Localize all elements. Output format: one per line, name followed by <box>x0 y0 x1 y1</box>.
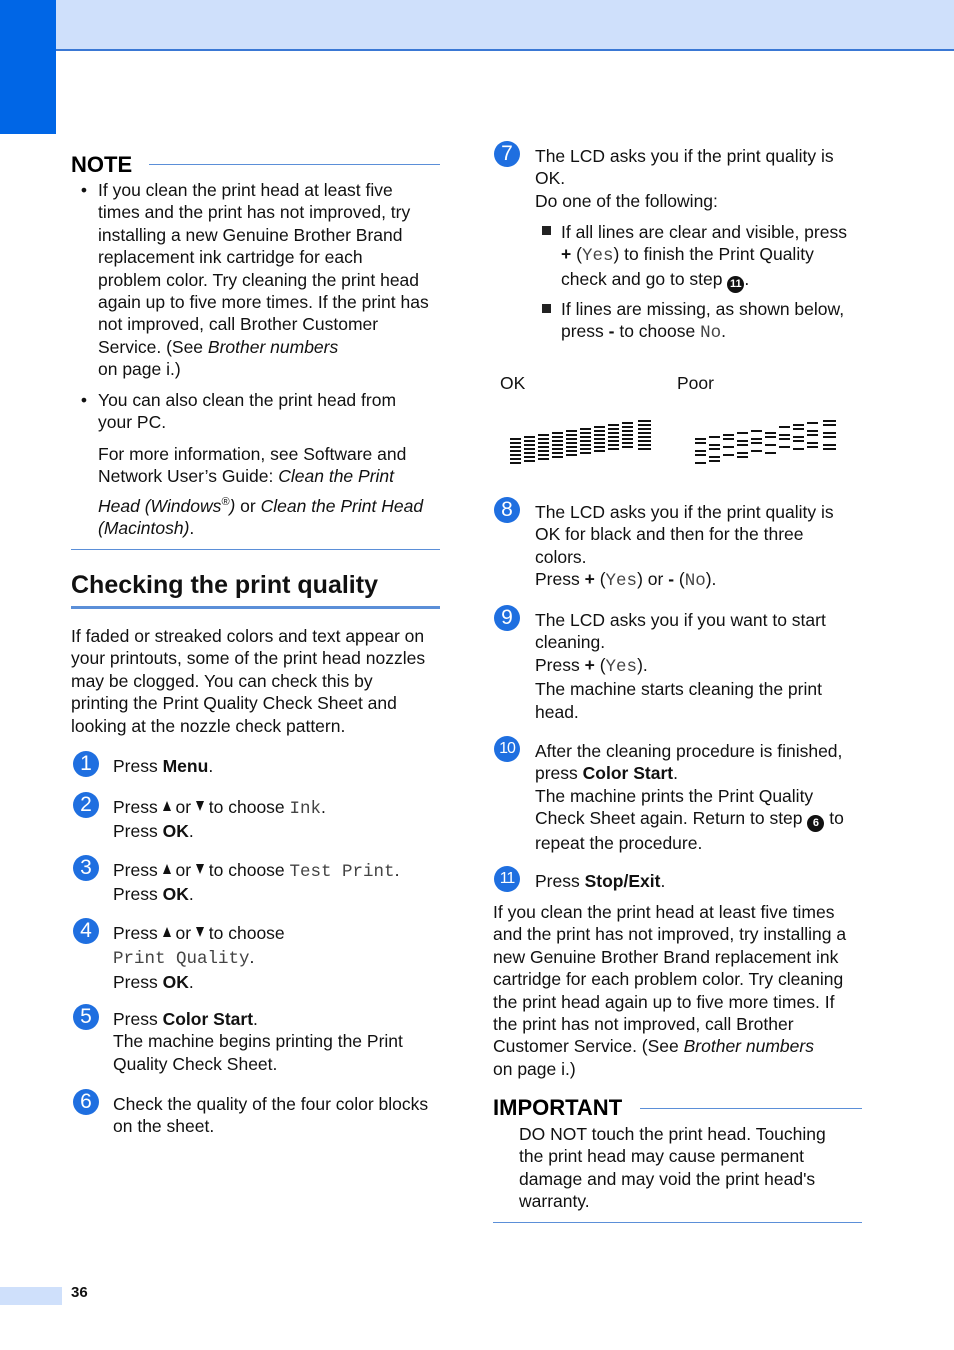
header-band <box>0 0 954 51</box>
up-arrow-icon <box>163 801 171 811</box>
note-bottom-rule <box>71 549 440 550</box>
section-intro: If faded or streaked colors and text appear on your printouts, some of the print head nozzles may be clogged. You can check this by printing the Print Quality Check Sheet and looking at the nozzle check pattern. <box>71 626 426 736</box>
step-number-10: 10 <box>494 736 520 762</box>
chapter-tab <box>0 0 56 134</box>
bullet-dot: • <box>80 180 88 200</box>
section-title: Checking the print quality <box>71 571 378 599</box>
down-arrow-icon <box>196 927 204 937</box>
note-bullet-2: You can also clean the print head from your PC. <box>98 390 397 433</box>
step-10-text: After the cleaning procedure is finished, press Color Start. The machine prints the Print Quality Check Sheet again. Return to step 6 to repeat the procedure. <box>535 741 844 854</box>
important-bottom-rule <box>493 1222 862 1223</box>
step-number-11: 11 <box>494 866 520 892</box>
square-bullet <box>542 304 551 313</box>
step-3-text: Press or to choose Test Print. Press OK. <box>113 860 400 905</box>
step-7-option-2: If lines are missing, as shown below, press - to choose No. <box>561 299 845 344</box>
label-poor: Poor <box>677 373 714 393</box>
step-number-6: 6 <box>73 1089 99 1115</box>
bullet-dot: • <box>80 390 88 410</box>
step-number-3: 3 <box>73 855 99 881</box>
square-bullet <box>542 226 551 235</box>
step-number-2: 2 <box>73 792 99 818</box>
page-number-bar <box>0 1287 62 1305</box>
note-top-rule <box>149 164 440 165</box>
up-arrow-icon <box>163 864 171 874</box>
step-number-8: 8 <box>494 497 520 523</box>
step-number-4: 4 <box>73 918 99 944</box>
nozzle-pattern-poor <box>690 418 842 470</box>
down-arrow-icon <box>196 801 204 811</box>
section-title-rule <box>71 606 440 609</box>
step-number-5: 5 <box>73 1004 99 1030</box>
important-text: DO NOT touch the print head. Touching the print head may cause permanent damage and may void the print head's warranty. <box>519 1124 826 1212</box>
step-number-1: 1 <box>73 751 99 777</box>
page-number: 36 <box>71 1284 88 1301</box>
down-arrow-icon <box>196 864 204 874</box>
step-6-text: Check the quality of the four color blocks on the sheet. <box>113 1094 429 1137</box>
label-ok: OK <box>500 373 526 393</box>
nozzle-pattern-ok <box>505 418 657 470</box>
after-paragraph: If you clean the print head at least five times and the print has not improved, try installing a new Genuine Brother Brand replacement ink cartridge for each problem color. Try cleaning the print head again up to five more times. If the print has not improved, call Brother Customer Service. (See Brother numbers on page i.) <box>493 902 847 1079</box>
step-5-text: Press Color Start. The machine begins printing the Print Quality Check Sheet. <box>113 1009 403 1074</box>
step-reference-badge: 6 <box>807 815 824 832</box>
important-title: IMPORTANT <box>493 1095 623 1120</box>
step-1-text: Press Menu. <box>113 756 214 776</box>
note-title: NOTE <box>71 152 133 177</box>
step-11-text: Press Stop/Exit. <box>535 871 666 891</box>
up-arrow-icon <box>163 927 171 937</box>
step-reference-badge: 11 <box>727 276 744 293</box>
step-8-text: The LCD asks you if the print quality is OK for black and then for the three colors. Press + (Yes) or - (No). <box>535 502 834 592</box>
note-bullet-2-para: For more information, see Software and Network User’s Guide: Clean the Print Head (Windows®) or Clean the Print Head (Macintosh). <box>98 444 424 539</box>
step-7-text: The LCD asks you if the print quality is OK. Do one of the following: <box>535 146 834 211</box>
step-2-text: Press or to choose Ink. Press OK. <box>113 797 326 842</box>
step-4-text: Press or to choose Print Quality. Press OK. <box>113 923 285 992</box>
step-9-text: The LCD asks you if you want to start cleaning. Press + (Yes). The machine starts cleaning the print head. <box>535 610 826 722</box>
note-bullet-1: If you clean the print head at least five times and the print has not improved, try installing a new Genuine Brother Brand replacement ink cartridge for each problem color. Try cleaning the print head again up to five more times. If the print has not improved, call Brother Customer Service. (See Brother numbers on page i.) <box>98 180 429 380</box>
important-top-rule <box>640 1108 862 1109</box>
step-number-7: 7 <box>494 141 520 167</box>
step-number-9: 9 <box>494 605 520 631</box>
step-7-option-1: If all lines are clear and visible, press + (Yes) to finish the Print Quality check and go to step 11 . <box>561 221 847 293</box>
